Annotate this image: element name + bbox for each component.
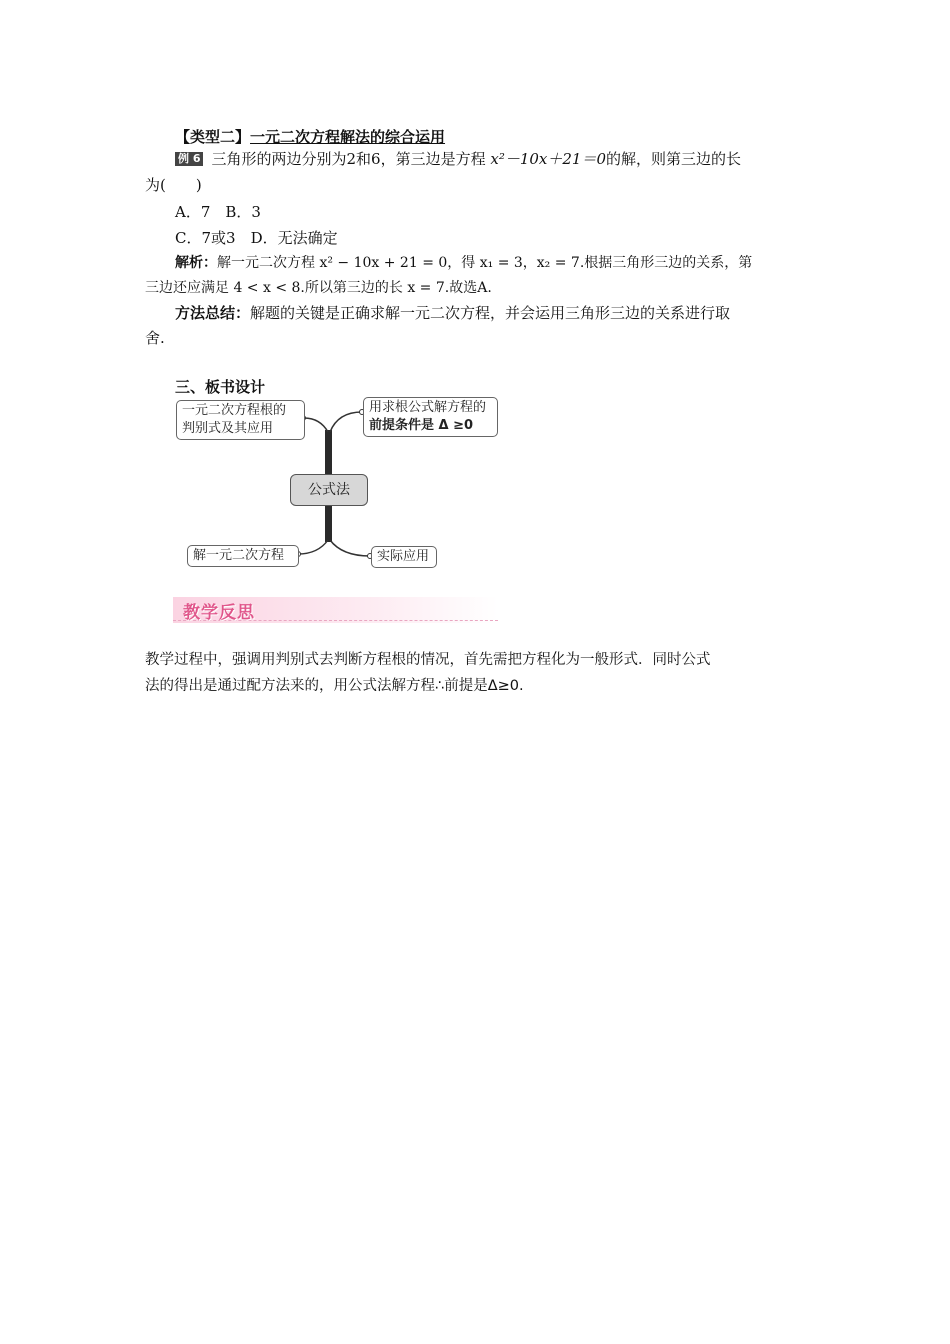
section-title: 一元二次方程解法的综合运用 [250, 128, 446, 146]
node-top-left-line2: 判别式及其应用 [182, 421, 274, 436]
analysis-text1: 解一元二次方程 x² − 10x + 21 = 0，得 x₁ = 3，x₂ = 7.根据三角形三边的关系，第 [217, 255, 753, 271]
branch-bottom-right [330, 540, 370, 556]
method-summary-text1: 解题的关键是正确求解一元二次方程，并会运用三角形三边的关系进行取 [250, 304, 731, 322]
mind-map-node-bottom-right: 实际应用 [371, 546, 437, 568]
example-badge: 例 6 [175, 152, 203, 166]
node-top-left-line1: 一元二次方程根的 [182, 403, 287, 418]
analysis-label: 解析： [175, 255, 217, 271]
example-stem-b: 的解，则第三边的长 [606, 150, 742, 168]
node-top-right-line1: 用求根公式解方程的 [369, 400, 487, 415]
reflection-banner-title: 教学反思 [183, 603, 255, 623]
reflection-line1: 教学过程中，强调用判别式去判断方程根的情况，首先需把方程化为一般形式．同时公式 [145, 652, 711, 668]
mind-map-node-bottom-left: 解一元二次方程 [187, 545, 299, 567]
mind-map-node-top-left [176, 400, 305, 440]
option-ab: A．7 B．3 [175, 203, 261, 221]
reflection-banner [173, 597, 498, 623]
method-summary-line2: 舍. [145, 329, 165, 347]
mind-map-node-top-right [363, 397, 498, 437]
mind-map-center-node: 公式法 [290, 474, 368, 506]
reflection-line2: 法的得出是通过配方法来的，用公式法解方程∴前提是Δ≥0. [145, 678, 524, 694]
option-cd: C．7或3 D．无法确定 [175, 229, 338, 247]
branch-top-right [330, 412, 362, 432]
example-stem-eq: x²－10x＋21＝0 [490, 150, 607, 168]
branch-top-left [304, 418, 328, 432]
node-top-right-line2: 前提条件是 Δ ≥0 [369, 418, 474, 433]
analysis-line2: 三边还应满足 4 < x < 8.所以第三边的长 x = 7.故选A. [145, 280, 492, 296]
section-bracket-label: 【类型二】 [175, 128, 251, 146]
method-summary-label: 方法总结： [175, 304, 251, 322]
branch-bottom-left [298, 540, 328, 554]
board-design-heading: 三、板书设计 [175, 378, 266, 396]
example-stem-cont: 为( ) [145, 176, 202, 194]
example-stem-a: 三角形的两边分别为2和6，第三边是方程 [211, 150, 486, 168]
